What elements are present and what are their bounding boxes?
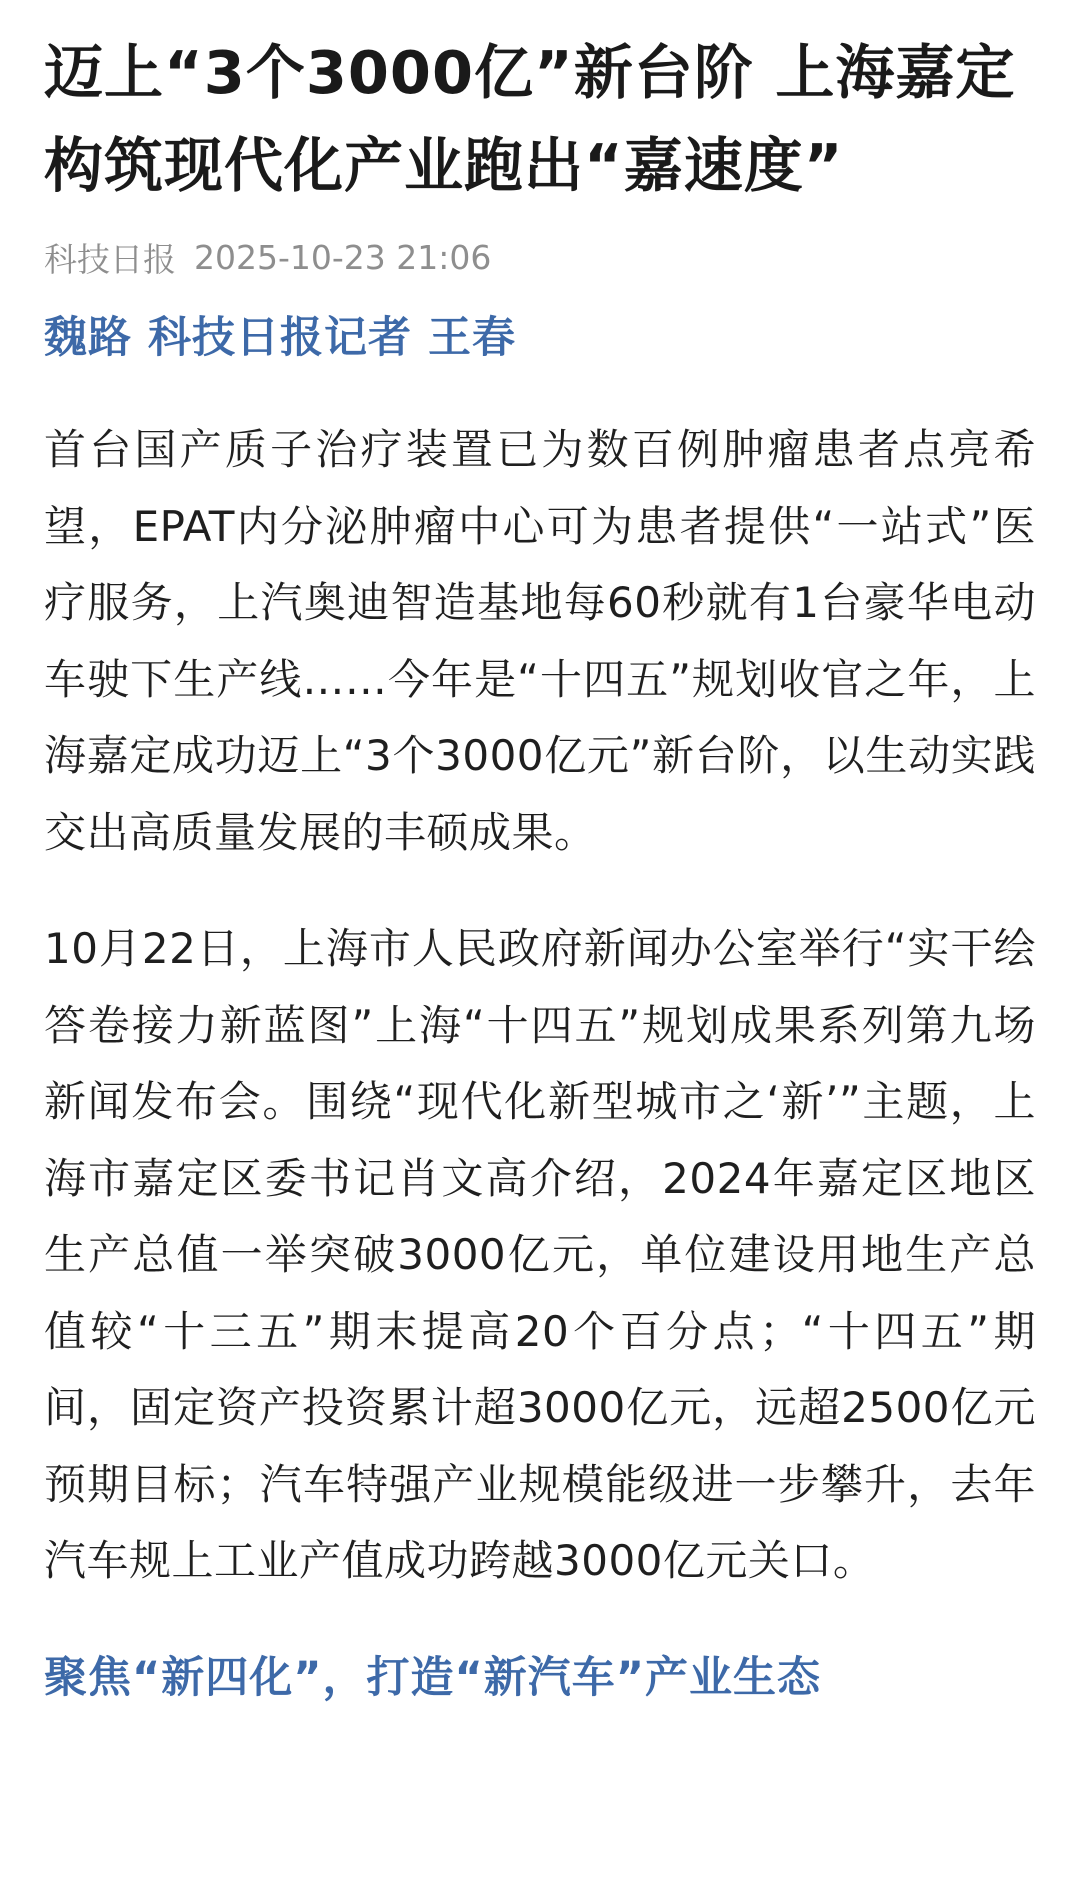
article-title: 迈上“3个3000亿”新台阶 上海嘉定构筑现代化产业跑出“嘉速度”: [44, 38, 1016, 200]
article-paragraph: 10月22日，上海市人民政府新闻办公室举行“实干绘答卷接力新蓝图”上海“十四五”规划成果系列第九场新闻发布会。围绕“现代化新型城市之‘新’”主题，上海市嘉定区委书记肖文高介绍，2024年嘉定区地区生产总值一举突破3000亿元，单位建设用地生产总值较“十三五”期末提高20个百分点；“十四五”期间，固定资产投资累计超3000亿元，远超2500亿元预期目标；汽车特强产业规模能级进一步攀升，去年汽车规上工业产值成功跨越3000亿元关口。: [44, 924, 1036, 1585]
section-heading: 聚焦“新四化”，打造“新汽车”产业生态: [44, 1653, 822, 1703]
article-source[interactable]: 科技日报: [44, 239, 176, 279]
article-byline: 魏路 科技日报记者 王春: [44, 312, 516, 363]
article-meta: [44, 232, 1036, 282]
article: [44, 0, 1036, 1710]
article-paragraph: 首台国产质子治疗装置已为数百例肿瘤患者点亮希望，EPAT内分泌肿瘤中心可为患者提供“一站式”医疗服务，上汽奥迪智造基地每60秒就有1台豪华电动车驶下生产线……今年是“十四五”规划收官之年，上海嘉定成功迈上“3个3000亿元”新台阶，以生动实践交出高质量发展的丰硕成果。: [44, 425, 1036, 857]
article-datetime: 2025-10-23 21:06: [194, 237, 492, 277]
